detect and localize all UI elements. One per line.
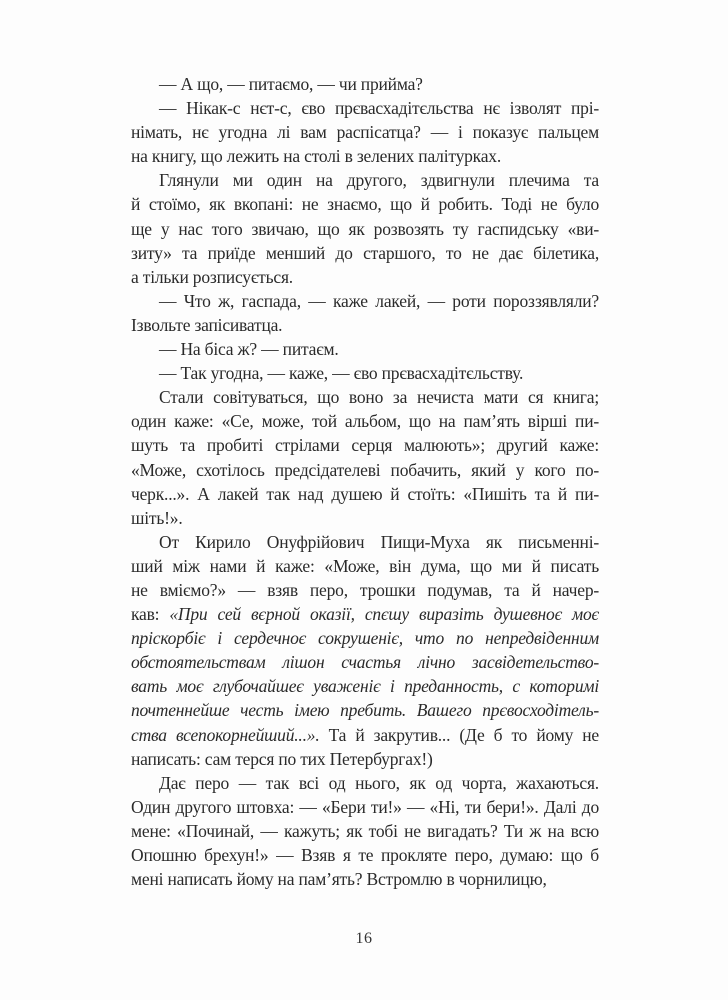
text-run: — А що, — питаємо, — чи прийма?: [159, 74, 423, 94]
text-line: [131, 192, 599, 216]
text-run: — Так угодна, — каже, — єво прєвасхадітєльству.: [159, 363, 524, 384]
text-line: [131, 458, 599, 482]
italic-text-run: вать моє глубочайшеє уваженіє і преданность, с которимі: [131, 676, 599, 697]
text-line: [131, 217, 599, 241]
italic-text-run: пріскорбіє і сердечноє сокрушеніє, что по непредвіденним: [131, 628, 599, 649]
text-line: [131, 723, 599, 747]
text-line: [131, 843, 599, 867]
text-line: [131, 795, 599, 819]
text-line: [131, 337, 599, 361]
text-run: Ізвольте запісиватца.: [131, 314, 283, 335]
text-run: — Что ж, гаспада, — каже лакей, — роти пороззявляли?: [159, 290, 599, 311]
text-run: й стоїмо, як вкопані: не знаємо, що й робить. Тоді не було: [131, 194, 599, 215]
page-number: 16: [355, 930, 373, 947]
text-run: не вміємо?» — взяв перо, трошки подумав, та й начер-: [131, 579, 599, 600]
text-run: один каже: «Се, може, той альбом, що на пам’ять вірші пи-: [131, 411, 599, 432]
text-line: [131, 506, 599, 530]
text-line: [131, 168, 599, 192]
text-line: [131, 747, 599, 771]
text-run: черк...». А лакей так над душею й стоїть: «Пишіть та й пи-: [131, 483, 599, 504]
text-line: [131, 771, 599, 795]
text-run: мене: «Починай, — кажуть; як тобі не вигадать? Ти ж на всю: [131, 820, 599, 841]
italic-text-run: «При сей вєрной оказії, спєшу виразіть душевноє моє: [169, 604, 599, 625]
text-run: Стали совітуваться, що воно за нечиста мати ся книга;: [159, 387, 599, 408]
text-line: [131, 867, 599, 891]
italic-text-run: ства всепокорнейший...».: [131, 724, 320, 745]
italic-text-run: почтеннейше честь імею пребить. Вашего прєвосходітель-: [131, 700, 599, 721]
text-line: [131, 289, 599, 313]
text-line: [131, 602, 599, 626]
text-line: [131, 361, 599, 385]
text-line: [131, 96, 599, 120]
text-run: кав:: [131, 604, 170, 625]
text-line: [131, 482, 599, 506]
text-run: — Нікак-с нєт-с, єво прєвасхадітєльства нє ізволят прі-: [159, 98, 599, 119]
text-run: ший між нами й каже: «Може, він дума, що ми й писать: [131, 555, 599, 576]
text-line: [131, 626, 599, 650]
text-line: [131, 265, 599, 289]
text-run: ще у нас того звичаю, що як розвозять ту гаспидську «ви-: [131, 218, 599, 239]
text-run: От Кирило Онуфрійович Пищи-Муха як письменні-: [159, 531, 599, 552]
text-run: німать, нє угодна лі вам распісатца? — і показує пальцем: [131, 122, 599, 143]
text-run: Опошню брехун!» — Взяв я те прокляте перо, думаю: що б: [131, 845, 599, 865]
text-line: [131, 650, 599, 674]
text-run: мені написать йому на пам’ять? Встромлю в чорнилицю,: [131, 869, 547, 890]
text-run: шіть!».: [131, 507, 183, 528]
text-line: [131, 674, 599, 698]
text-line: [131, 72, 599, 96]
text-line: [131, 578, 599, 602]
italic-text-run: обстоятельствам лішон счастья лічно засвідетельство-: [131, 652, 599, 673]
text-line: [131, 698, 599, 722]
text-line: [131, 120, 599, 144]
text-line: [131, 144, 599, 168]
text-run: зиту» та приїде менший до старшого, то не дає білетика,: [131, 242, 599, 263]
page-text: [131, 72, 599, 891]
text-line: [131, 819, 599, 843]
text-run: Та й закрутив... (Де б то йому не: [319, 724, 599, 745]
text-line: [131, 554, 599, 578]
text-line: [131, 433, 599, 457]
text-run: Дає перо — так всі од нього, як од чорта, жахаються.: [159, 772, 599, 793]
text-run: Глянули ми один на другого, здвигнули плечима та: [159, 170, 599, 191]
text-run: на книгу, що лежить на столі в зелених палітурках.: [131, 146, 502, 167]
text-line: [131, 530, 599, 554]
text-line: [131, 385, 599, 409]
text-run: шуть та пробиті стрілами серця малюють»; другий каже:: [131, 435, 599, 456]
text-run: а тільки розписується.: [131, 266, 293, 287]
text-line: [131, 409, 599, 433]
text-run: написать: сам терся по тих Петербургах!): [131, 748, 433, 769]
text-line: [131, 313, 599, 337]
text-line: [131, 241, 599, 265]
text-run: «Може, схотілось предсідателеві побачить, який у кого по-: [131, 459, 599, 480]
text-run: — На біса ж? — питаєм.: [159, 339, 339, 360]
text-run: Один другого штовха: — «Бери ти!» — «Ні, ти бери!». Далі до: [131, 796, 599, 817]
